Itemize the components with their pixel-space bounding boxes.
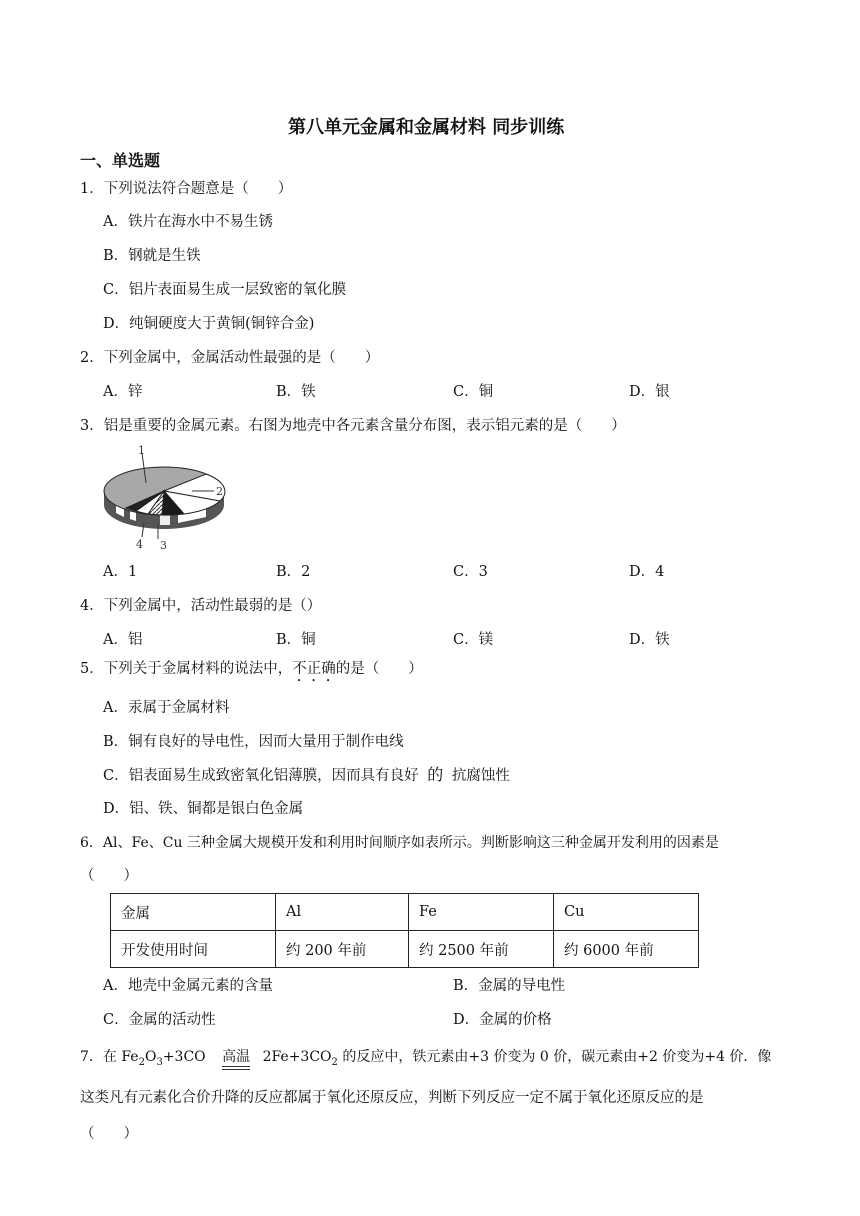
q4-stem: 4．下列金属中，活动性最弱的是（） [80, 598, 322, 614]
q6-option-d: D．金属的价格 [453, 1012, 552, 1028]
q6-stem-line2: （ ） [80, 868, 138, 884]
q5-stem-emphasis: 不正确 [292, 661, 336, 677]
table-row [111, 894, 699, 931]
q5-option-c-before: C．铝表面易生成致密氧化铝薄膜，因而具有良好 [103, 768, 419, 784]
q4-option-d: D．铁 [629, 632, 670, 648]
q6-option-a: A．地壳中金属元素的含量 [103, 978, 273, 994]
table-cell: 约 200 年前 [276, 931, 409, 968]
q1-option-a: A．铁片在海水中不易生锈 [103, 214, 273, 230]
q1-option-d: D．纯铜硬度大于黄铜(铜锌合金) [103, 316, 315, 332]
table-cell: Al [276, 894, 409, 931]
q7-co2-sub: 2 [331, 1056, 338, 1068]
q1-option-c: C．铝片表面易生成一层致密的氧化膜 [103, 282, 347, 298]
table-cell: 约 6000 年前 [554, 931, 699, 968]
table-row [111, 931, 699, 968]
q5-option-c [103, 765, 510, 786]
pie-label-4: 4 [136, 538, 143, 551]
q6-stem-line1: 6．Al、Fe、Cu 三种金属大规模开发和利用时间顺序如表所示。判断影响这三种金属开发利用的因素是 [80, 835, 719, 851]
pie-label-2: 2 [216, 485, 223, 498]
q7-fe2o3-sub1: 2 [138, 1056, 145, 1068]
q2-option-c: C．铜 [453, 384, 494, 400]
q7-fe2o3-fe: Fe [121, 1049, 139, 1065]
q1-stem: 1．下列说法符合题意是（ ） [80, 181, 293, 197]
q5-option-d: D．铝、铁、铜都是银白色金属 [103, 801, 304, 817]
table-cell: 金属 [111, 894, 276, 931]
q2-option-a: A．锌 [103, 384, 143, 400]
page-title: 第八单元金属和金属材料 同步训练 [288, 117, 565, 138]
table-cell: 约 2500 年前 [409, 931, 554, 968]
table-cell: 开发使用时间 [111, 931, 276, 968]
q3-option-d: D．4 [629, 564, 665, 580]
q4-option-a: A．铝 [103, 632, 143, 648]
table-cell: Cu [554, 894, 699, 931]
q7-stem-line2: 这类凡有元素化合价升降的反应都属于氧化还原反应，判断下列反应一定不属于氧化还原反应的是 [80, 1090, 704, 1106]
q7-stem-line1 [80, 1047, 771, 1067]
pie-label-3: 3 [160, 539, 167, 552]
q5-stem-before: 5．下列关于金属材料的说法中， [80, 661, 293, 677]
q7-reaction-condition: 高温 [222, 1049, 250, 1070]
q4-option-c: C．镁 [453, 632, 494, 648]
q7-stem-line3: （ ） [80, 1126, 138, 1142]
q6-option-c: C．金属的活动性 [103, 1012, 216, 1028]
q5-option-a: A．汞属于金属材料 [103, 700, 230, 716]
pie-label-1: 1 [138, 444, 145, 457]
q4-option-b: B．铜 [276, 632, 316, 648]
earth-crust-element-pie-chart [96, 443, 236, 553]
q3-option-a: A．1 [103, 564, 138, 580]
q5-option-c-after: 抗腐蚀性 [451, 768, 510, 784]
q3-stem: 3．铝是重要的金属元素。右图为地壳中各元素含量分布图，表示铝元素的是（ ） [80, 418, 626, 434]
q2-stem: 2．下列金属中，金属活动性最强的是（ ） [80, 350, 380, 366]
q7-products: 2Fe+3CO [262, 1049, 332, 1065]
q7-prefix: 7．在 [80, 1049, 122, 1065]
q3-option-c: C．3 [453, 564, 488, 580]
q3-option-b: B．2 [276, 564, 311, 580]
q5-stem-after: 的是（ ） [335, 661, 423, 677]
q1-option-b: B．钢就是生铁 [103, 248, 201, 264]
section-heading: 一、单选题 [80, 151, 161, 170]
q5-option-c-de: 的 [427, 765, 444, 784]
table-cell: Fe [409, 894, 554, 931]
q6-option-b: B．金属的导电性 [453, 978, 566, 994]
q2-option-b: B．铁 [276, 384, 316, 400]
q5-stem [80, 659, 423, 685]
q5-option-b: B．铜有良好的导电性，因而大量用于制作电线 [103, 734, 404, 750]
q2-option-d: D．银 [629, 384, 670, 400]
q7-fe2o3-o: O [144, 1049, 157, 1065]
q7-reactant-rest: +3CO [162, 1049, 206, 1065]
q7-fe2o3-sub2: 3 [156, 1056, 163, 1068]
metal-development-table [110, 893, 699, 968]
q7-rest: 的反应中，铁元素由+3 价变为 0 价，碳元素由+2 价变为+4 价．像 [337, 1049, 772, 1065]
